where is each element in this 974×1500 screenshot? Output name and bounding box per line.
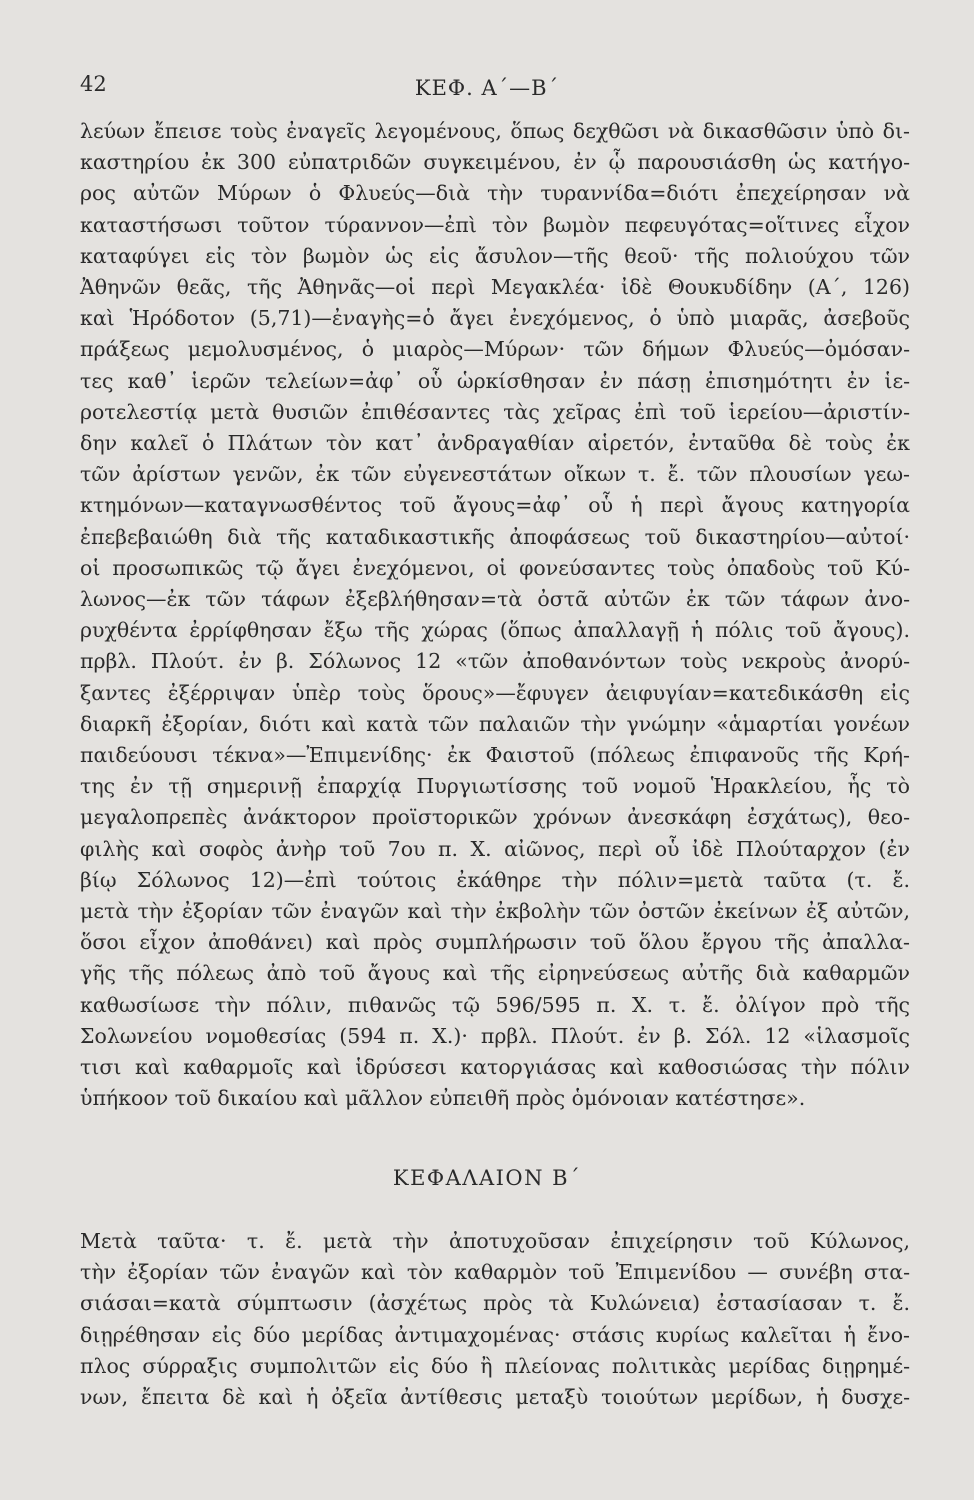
text-line: λεύων ἔπεισε τοὺς ἐναγεῖς λεγομένους, ὅπως δεχθῶσι νὰ δικασθῶσιν ὑπὸ δι-	[80, 119, 910, 143]
text-line: λωνος—ἐκ τῶν τάφων ἐξεβλήθησαν=τὰ ὀστᾶ αὐτῶν ἐκ τῶν τάφων ἀνο-	[80, 587, 910, 612]
text-line: καὶ Ἡρόδοτον (5,71)—ἐναγὴς=ὁ ἄγει ἐνεχόμενος, ὁ ὑπὸ μιαρᾶς, ἀσεβοῦς	[80, 306, 910, 331]
text-line: ὑπήκοον τοῦ δικαίου καὶ μᾶλλον εὐπειθῆ πρὸς ὁμόνοιαν κατέστησε».	[80, 1086, 806, 1111]
page-number: 42	[80, 72, 107, 96]
text-line: ἐπεβεβαιώθη διὰ τῆς καταδικαστικῆς ἀποφάσεως τοῦ δικαστηρίου—αὐτοί·	[80, 524, 910, 549]
text-line: τες καθ᾽ ἱερῶν τελείων=ἀφ᾽ οὗ ὡρκίσθησαν ἐν πάσῃ ἐπισημότητι ἐν ἱε-	[80, 368, 910, 393]
text-line: τὴν ἐξορίαν τῶν ἐναγῶν καὶ τὸν καθαρμὸν τοῦ Ἐπιμενίδου — συνέβη στα-	[80, 1260, 910, 1285]
text-line: καστηρίου ἐκ 300 εὐπατριδῶν συγκειμένου, ἐν ᾧ παρουσιάσθη ὡς κατήγο-	[80, 150, 910, 175]
text-line: δην καλεῖ ὁ Πλάτων τὸν κατ᾽ ἀνδραγαθίαν αἱρετόν, ἐνταῦθα δὲ τοὺς ἐκ	[80, 431, 910, 456]
text-line: της ἐν τῇ σημερινῇ ἐπαρχίᾳ Πυργιωτίσσης τοῦ νομοῦ Ἡρακλείου, ἧς τὸ	[80, 774, 910, 799]
text-line: πράξεως μεμολυσμένος, ὁ μιαρὸς—Μύρων· τῶν δήμων Φλυεύς—ὀμόσαν-	[80, 337, 910, 362]
text-line: μεγαλοπρεπὲς ἀνάκτορον προϊστορικῶν χρόνων ἀνεσκάφη ἐσχάτως), θεο-	[80, 805, 910, 830]
running-head: ΚΕΦ. Α΄—Β΄	[414, 76, 560, 100]
text-line: ὅσοι εἶχον ἀποθάνει) καὶ πρὸς συμπλήρωσιν τοῦ ὅλου ἔργου τῆς ἀπαλλα-	[80, 930, 910, 955]
text-line: φιλὴς καὶ σοφὸς ἀνὴρ τοῦ 7ου π. Χ. αἰῶνος, περὶ οὗ ἰδὲ Πλούταρχον (ἐν	[80, 836, 910, 861]
text-line: οἱ προσωπικῶς τῷ ἄγει ἐνεχόμενοι, οἱ φονεύσαντες τοὺς ὀπαδοὺς τοῦ Κύ-	[80, 555, 910, 580]
text-line: κτημόνων—καταγνωσθέντος τοῦ ἄγους=ἀφ᾽ οὗ ἡ περὶ ἄγους κατηγορία	[80, 493, 910, 518]
text-line: πλος σύρραξις συμπολιτῶν εἰς δύο ἢ πλείονας πολιτικὰς μερίδας διῃρημέ-	[80, 1353, 910, 1378]
text-line: καταστήσωσι τοῦτον τύραννον—ἐπὶ τὸν βωμὸν πεφευγότας=οἵτινες εἶχον	[80, 212, 910, 237]
text-line: τισι καὶ καθαρμοῖς καὶ ἱδρύσεσι κατοργιάσας καὶ καθοσιώσας τὴν πόλιν	[80, 1055, 910, 1080]
text-line: Ἀθηνῶν θεᾶς, τῆς Ἀθηνᾶς—οἱ περὶ Μεγακλέα· ἰδὲ Θουκυδίδην (Α΄, 126)	[80, 275, 910, 300]
commentary-text-part-1	[80, 116, 910, 1115]
commentary-text-part-2	[80, 1226, 910, 1413]
text-line: Σολωνείου νομοθεσίας (594 π. Χ.)· πρβλ. Πλούτ. ἐν β. Σόλ. 12 «ἱλασμοῖς	[80, 1023, 910, 1048]
text-line: διαρκῆ ἐξορίαν, διότι καὶ κατὰ τῶν παλαιῶν τὴν γνώμην «ἁμαρτίαι γονέων	[80, 711, 910, 736]
text-line: ρυχθέντα ἐρρίφθησαν ἔξω τῆς χώρας (ὅπως ἀπαλλαγῇ ἡ πόλις τοῦ ἄγους).	[80, 618, 910, 643]
text-line: ροτελεστίᾳ μετὰ θυσιῶν ἐπιθέσαντες τὰς χεῖρας ἐπὶ τοῦ ἱερείου—ἀριστίν-	[80, 399, 910, 424]
chapter-heading: ΚΕΦΑΛΑΙΟΝ Β΄	[392, 1166, 582, 1190]
text-line: διῃρέθησαν εἰς δύο μερίδας ἀντιμαχομένας· στάσις κυρίως καλεῖται ἡ ἔνο-	[80, 1322, 910, 1347]
text-line: μετὰ τὴν ἐξορίαν τῶν ἐναγῶν καὶ τὴν ἐκβολὴν τῶν ὀστῶν ἐκείνων ἐξ αὐτῶν,	[80, 899, 910, 924]
text-line: πρβλ. Πλούτ. ἐν β. Σόλωνος 12 «τῶν ἀποθανόντων τοὺς νεκροὺς ἀνορύ-	[80, 649, 910, 674]
text-line: καταφύγει εἰς τὸν βωμὸν ὡς εἰς ἄσυλον—τῆς θεοῦ· τῆς πολιούχου τῶν	[80, 243, 910, 268]
text-line: ξαντες ἐξέρριψαν ὑπὲρ τοὺς ὅρους»—ἔφυγεν ἀειφυγίαν=κατεδικάσθη εἰς	[80, 680, 910, 705]
text-line: βίῳ Σόλωνος 12)—ἐπὶ τούτοις ἐκάθηρε τὴν πόλιν=μετὰ ταῦτα (τ. ἔ.	[80, 867, 910, 892]
text-line: παιδεύουσι τέκνα»—Ἐπιμενίδης· ἐκ Φαιστοῦ (πόλεως ἐπιφανοῦς τῆς Κρή-	[80, 743, 910, 768]
text-line: γῆς τῆς πόλεως ἀπὸ τοῦ ἄγους καὶ τῆς εἰρηνεύσεως αὐτῆς διὰ καθαρμῶν	[80, 961, 910, 986]
text-line: σιάσαι=κατὰ σύμπτωσιν (ἀσχέτως πρὸς τὰ Κυλώνεια) ἐστασίασαν τ. ἔ.	[80, 1291, 910, 1316]
text-line: νων, ἔπειτα δὲ καὶ ἡ ὀξεῖα ἀντίθεσις μεταξὺ τοιούτων μερίδων, ἡ δυσχε-	[80, 1385, 910, 1410]
text-line: τῶν ἀρίστων γενῶν, ἐκ τῶν εὐγενεστάτων οἴκων τ. ἔ. τῶν πλουσίων γεω-	[80, 462, 910, 487]
text-line: Μετὰ ταῦτα· τ. ἔ. μετὰ τὴν ἀποτυχοῦσαν ἐπιχείρησιν τοῦ Κύλωνος,	[80, 1229, 910, 1253]
text-line: ρος αὐτῶν Μύρων ὁ Φλυεύς—διὰ τὴν τυραννίδα=διότι ἐπεχείρησαν νὰ	[80, 181, 910, 206]
text-line: καθωσίωσε τὴν πόλιν, πιθανῶς τῷ 596/595 π. Χ. τ. ἔ. ὀλίγον πρὸ τῆς	[80, 992, 910, 1017]
